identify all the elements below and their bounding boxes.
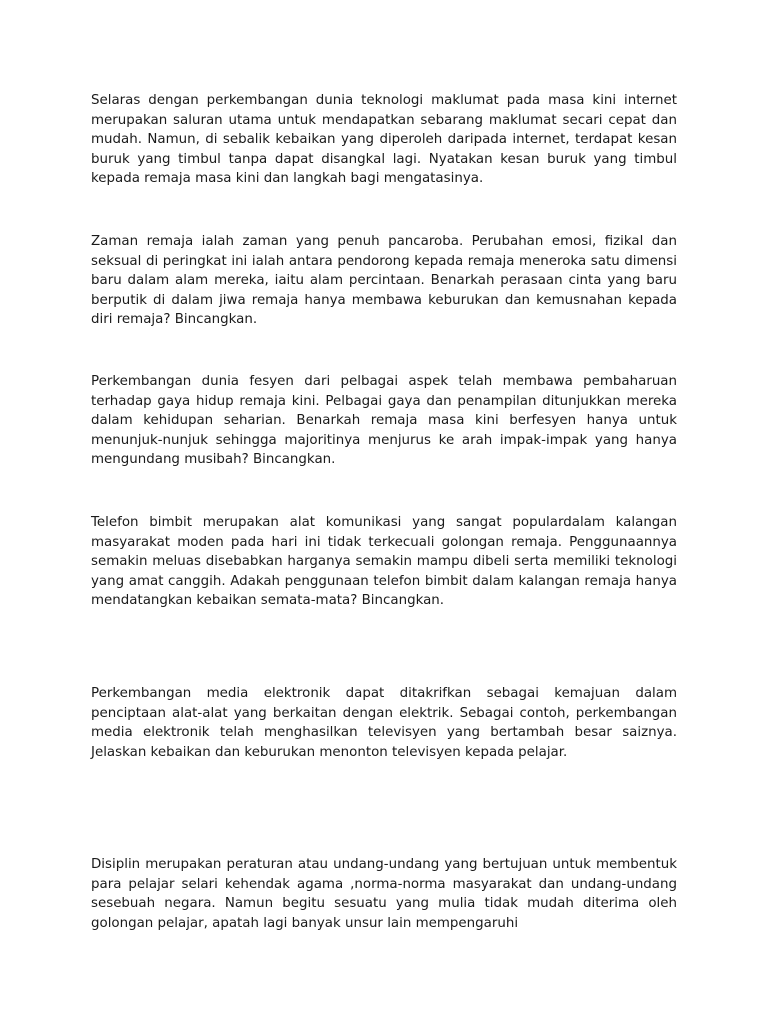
essay-question-fesyen: Perkembangan dunia fesyen dari pelbagai aspek telah membawa pembaharuan terhadap gaya hidup remaja kini. Pelbagai gaya dan penampilan ditunjukkan mereka dalam kehidupan seharian. Benarkah remaja masa kini berfesyen hanya untuk menunjuk-nunjuk sehingga majoritinya menjurus ke arah impak-impak yang hanya mengundang musibah? Bincangkan.	[91, 374, 677, 467]
essay-question-cinta-remaja: Zaman remaja ialah zaman yang penuh pancaroba. Perubahan emosi, fizikal dan seksual di peringkat ini ialah antara pendorong kepada remaja meneroka satu dimensi baru dalam alam mereka, iaitu alam percintaan. Benarkah perasaan cinta yang baru berputik di dalam jiwa remaja hanya membawa keburukan dan kemusnahan kepada diri remaja? Bincangkan.	[91, 234, 677, 327]
essay-question-internet: Selaras dengan perkembangan dunia teknologi maklumat pada masa kini internet merupakan saluran utama untuk mendapatkan sebarang maklumat secari cepat dan mudah. Namun, di sebalik kebaikan yang diperoleh daripada internet, terdapat kesan buruk yang timbul tanpa dapat disangkal lagi. Nyatakan kesan buruk yang timbul kepada remaja masa kini dan langkah bagi mengatasinya.	[91, 93, 677, 186]
essay-question-disiplin: Disiplin merupakan peraturan atau undang-undang yang bertujuan untuk membentuk para pelajar selari kehendak agama ,norma-norma masyarakat dan undang-undang sesebuah negara. Namun begitu sesuatu yang mulia tidak mudah diterima oleh golongan pelajar, apatah lagi banyak unsur lain mempengaruhi	[91, 857, 677, 931]
essay-question-media-elektronik: Perkembangan media elektronik dapat ditakrifkan sebagai kemajuan dalam penciptaan alat-alat yang berkaitan dengan elektrik. Sebagai contoh, perkembangan media elektronik telah menghasilkan televisyen yang bertambah besar saiznya. Jelaskan kebaikan dan keburukan menonton televisyen kepada pelajar.	[91, 686, 677, 760]
essay-question-telefon-bimbit: Telefon bimbit merupakan alat komunikasi yang sangat populardalam kalangan masyarakat moden pada hari ini tidak terkecuali golongan remaja. Penggunaannya semakin meluas disebabkan harganya semakin mampu dibeli serta memiliki teknologi yang amat canggih. Adakah penggunaan telefon bimbit dalam kalangan remaja hanya mendatangkan kebaikan semata-mata? Bincangkan.	[91, 515, 677, 608]
